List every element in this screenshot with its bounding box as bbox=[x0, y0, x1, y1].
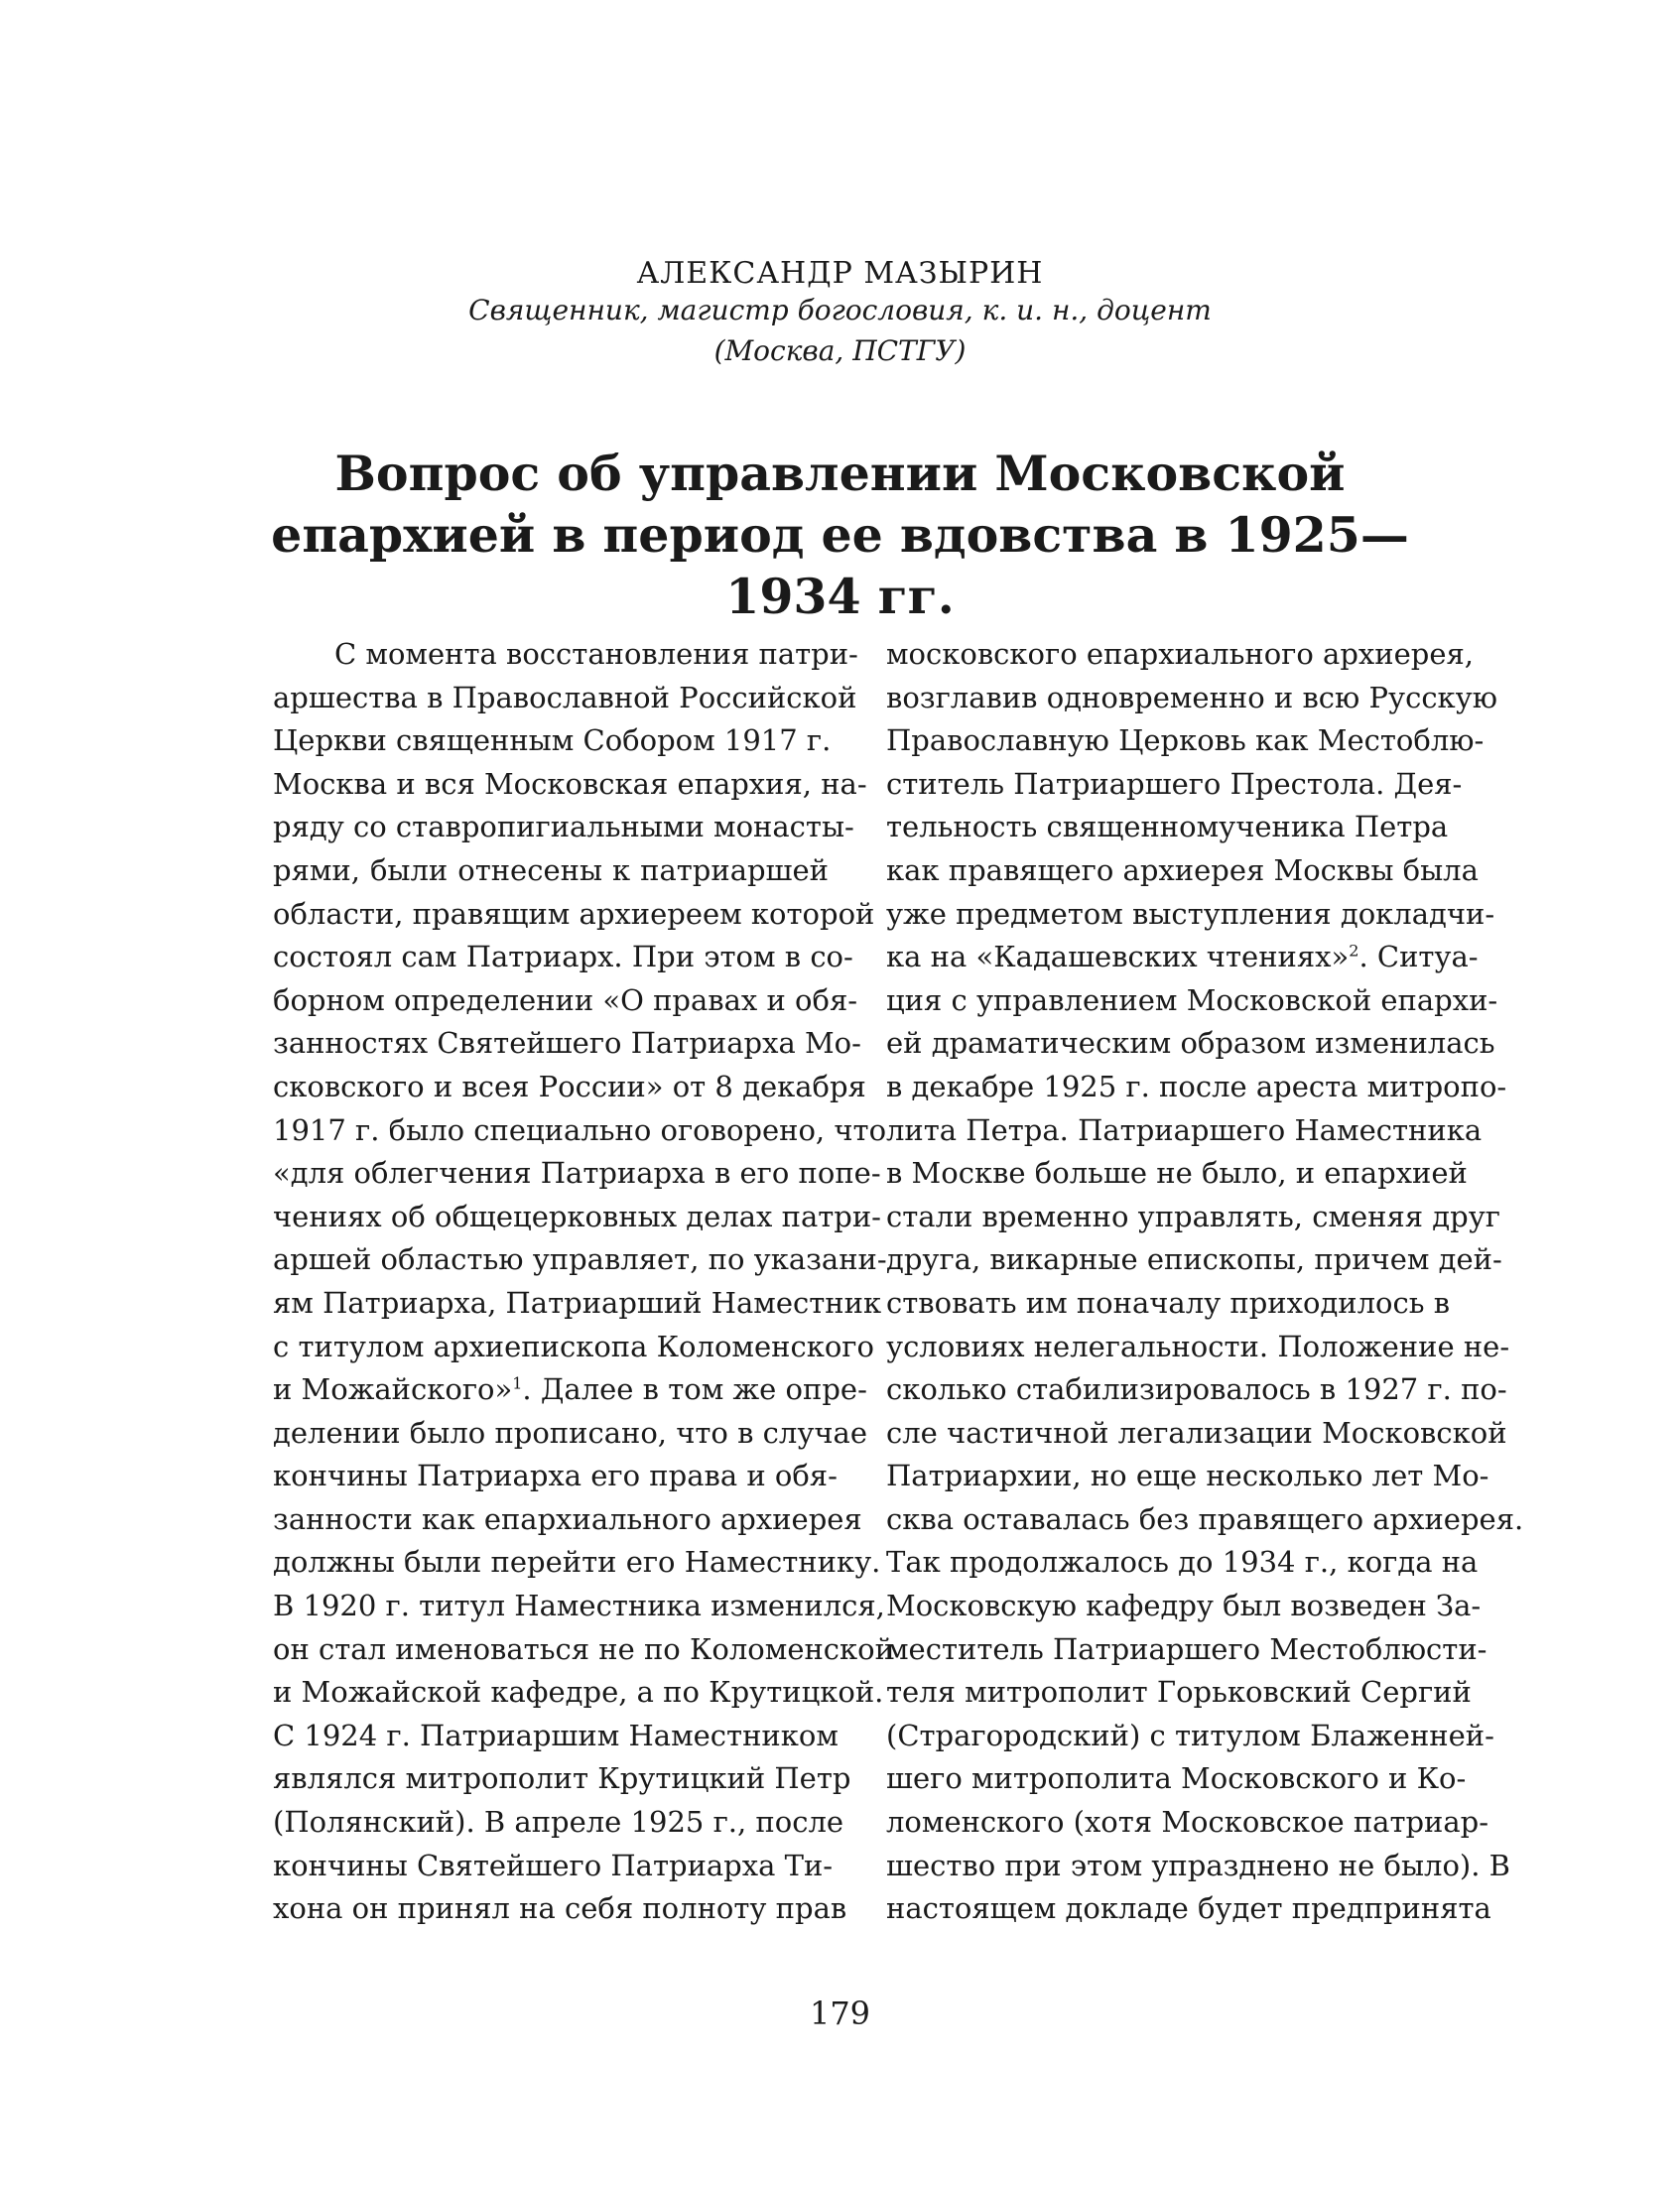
footnote-ref-1[interactable]: 1 bbox=[512, 1373, 523, 1393]
text-line: борном определении «О правах и обя- bbox=[273, 982, 858, 1017]
text-line: ям Патриарха, Патриарший Наместник bbox=[273, 1285, 882, 1320]
text-line: Москва и вся Московская епархия, на- bbox=[273, 766, 867, 801]
text-line: возглавив одновременно и всю Русскую bbox=[886, 680, 1497, 714]
text-fragment: и Можайского» bbox=[273, 1372, 513, 1407]
text-line: являлся митрополит Крутицкий Петр bbox=[273, 1761, 851, 1796]
text-line: настоящем докладе будет предпринята bbox=[886, 1891, 1491, 1926]
text-line: Православную Церковь как Местоблю- bbox=[886, 723, 1485, 758]
text-fragment: . Далее в том же опре- bbox=[522, 1372, 867, 1407]
text-line: Так продолжалось до 1934 г., когда на bbox=[886, 1545, 1479, 1580]
text-line: должны были перейти его Наместнику. bbox=[273, 1545, 881, 1580]
text-line-with-footnote bbox=[886, 936, 1479, 979]
author-role: Священник, магистр богословия, к. и. н., доцент bbox=[468, 294, 1212, 326]
text-line: теля митрополит Горьковский Сергий bbox=[886, 1675, 1472, 1710]
text-line: Церкви священным Собором 1917 г. bbox=[273, 723, 832, 758]
text-line: «для облегчения Патриарха в его попе- bbox=[273, 1156, 881, 1191]
text-line: (Полянский). В апреле 1925 г., после bbox=[273, 1805, 844, 1840]
text-line: хона он принял на себя полноту прав bbox=[273, 1891, 847, 1926]
text-line: тельность священномученика Петра bbox=[886, 810, 1449, 844]
text-line: в Москве больше не было, и епархией bbox=[886, 1156, 1468, 1191]
text-line: ей драматическим образом изменилась bbox=[886, 1026, 1495, 1061]
text-line: как правящего архиерея Москвы была bbox=[886, 852, 1479, 887]
text-line: области, правящим архиереем которой bbox=[273, 896, 875, 931]
text-line: ствовать им поначалу приходилось в bbox=[886, 1285, 1451, 1320]
text-fragment: ка на «Кадашевских чтениях» bbox=[886, 940, 1350, 974]
text-line: сковского и всея России» от 8 декабря bbox=[273, 1069, 866, 1103]
text-line: меститель Патриаршего Местоблюсти- bbox=[886, 1631, 1487, 1666]
article-title bbox=[238, 443, 1442, 627]
text-line: сле частичной легализации Московской bbox=[886, 1415, 1507, 1450]
text-fragment: . Ситуа- bbox=[1358, 940, 1479, 974]
text-line: занностях Святейшего Патриарха Мо- bbox=[273, 1026, 861, 1061]
text-line: уже предметом выступления докладчи- bbox=[886, 896, 1495, 931]
text-line: (Страгородский) с титулом Блаженней- bbox=[886, 1718, 1494, 1752]
page-number: 179 bbox=[809, 1995, 871, 2032]
text-line: В 1920 г. титул Наместника изменился, bbox=[273, 1589, 885, 1623]
author-name: АЛЕКСАНДР МАЗЫРИН bbox=[636, 256, 1044, 291]
footnote-ref-2[interactable]: 2 bbox=[1349, 941, 1359, 961]
text-line: московского епархиального архиерея, bbox=[886, 637, 1474, 671]
text-line: состоял сам Патриарх. При этом в со- bbox=[273, 940, 853, 974]
text-line: ломенского (хотя Московское патриар- bbox=[886, 1805, 1489, 1840]
text-line: кончины Патриарха его права и обя- bbox=[273, 1459, 838, 1493]
text-line: шего митрополита Московского и Ко- bbox=[886, 1761, 1467, 1796]
text-line: аршей областью управляет, по указани- bbox=[273, 1242, 887, 1277]
author-affiliation: (Москва, ПСТГУ) bbox=[713, 334, 967, 367]
text-line: Московскую кафедру был возведен За- bbox=[886, 1589, 1482, 1623]
text-line: шество при этом упразднено не было). В bbox=[886, 1848, 1510, 1882]
text-line: 1917 г. было специально оговорено, что bbox=[273, 1112, 887, 1147]
text-line: он стал именоваться не по Коломенской bbox=[273, 1631, 894, 1666]
text-line: сколько стабилизировалось в 1927 г. по- bbox=[886, 1372, 1507, 1407]
text-line: рями, были отнесены к патриаршей bbox=[273, 852, 829, 887]
text-line: лита Петра. Патриаршего Наместника bbox=[886, 1112, 1483, 1147]
text-line: аршества в Православной Российской bbox=[273, 680, 857, 714]
article-title-line-2: епархией в период ее вдовства в 1925—1934 гг. bbox=[271, 506, 1409, 625]
text-column-right bbox=[886, 633, 1524, 1931]
text-line: ститель Патриаршего Престола. Дея- bbox=[886, 766, 1463, 801]
article-title-line-1: Вопрос об управлении Московской bbox=[334, 445, 1346, 502]
text-line: друга, викарные епископы, причем дей- bbox=[886, 1242, 1502, 1277]
text-line: условиях нелегальности. Положение не- bbox=[886, 1329, 1510, 1363]
text-line: занности как епархиального архиерея bbox=[273, 1501, 862, 1536]
text-line: чениях об общецерковных делах патри- bbox=[273, 1199, 881, 1233]
text-line: сква оставалась без правящего архиерея. bbox=[886, 1501, 1524, 1536]
text-line: и Можайской кафедре, а по Крутицкой. bbox=[273, 1675, 884, 1710]
text-line: с титулом архиепископа Коломенского bbox=[273, 1329, 874, 1363]
text-line-with-footnote bbox=[273, 1368, 867, 1412]
text-line: ция с управлением Московской епархи- bbox=[886, 982, 1498, 1017]
text-line: стали временно управлять, сменяя друг bbox=[886, 1199, 1500, 1233]
text-line: в декабре 1925 г. после ареста митропо- bbox=[886, 1069, 1507, 1103]
text-column-left bbox=[273, 633, 894, 1931]
text-line: делении было прописано, что в случае bbox=[273, 1415, 868, 1450]
text-line: С момента восстановления патри- bbox=[334, 637, 858, 671]
text-line: ряду со ставропигиальными монасты- bbox=[273, 810, 854, 844]
text-line: С 1924 г. Патриаршим Наместником bbox=[273, 1718, 839, 1752]
text-line: кончины Святейшего Патриарха Ти- bbox=[273, 1848, 834, 1882]
text-line: Патриархии, но еще несколько лет Мо- bbox=[886, 1459, 1489, 1493]
